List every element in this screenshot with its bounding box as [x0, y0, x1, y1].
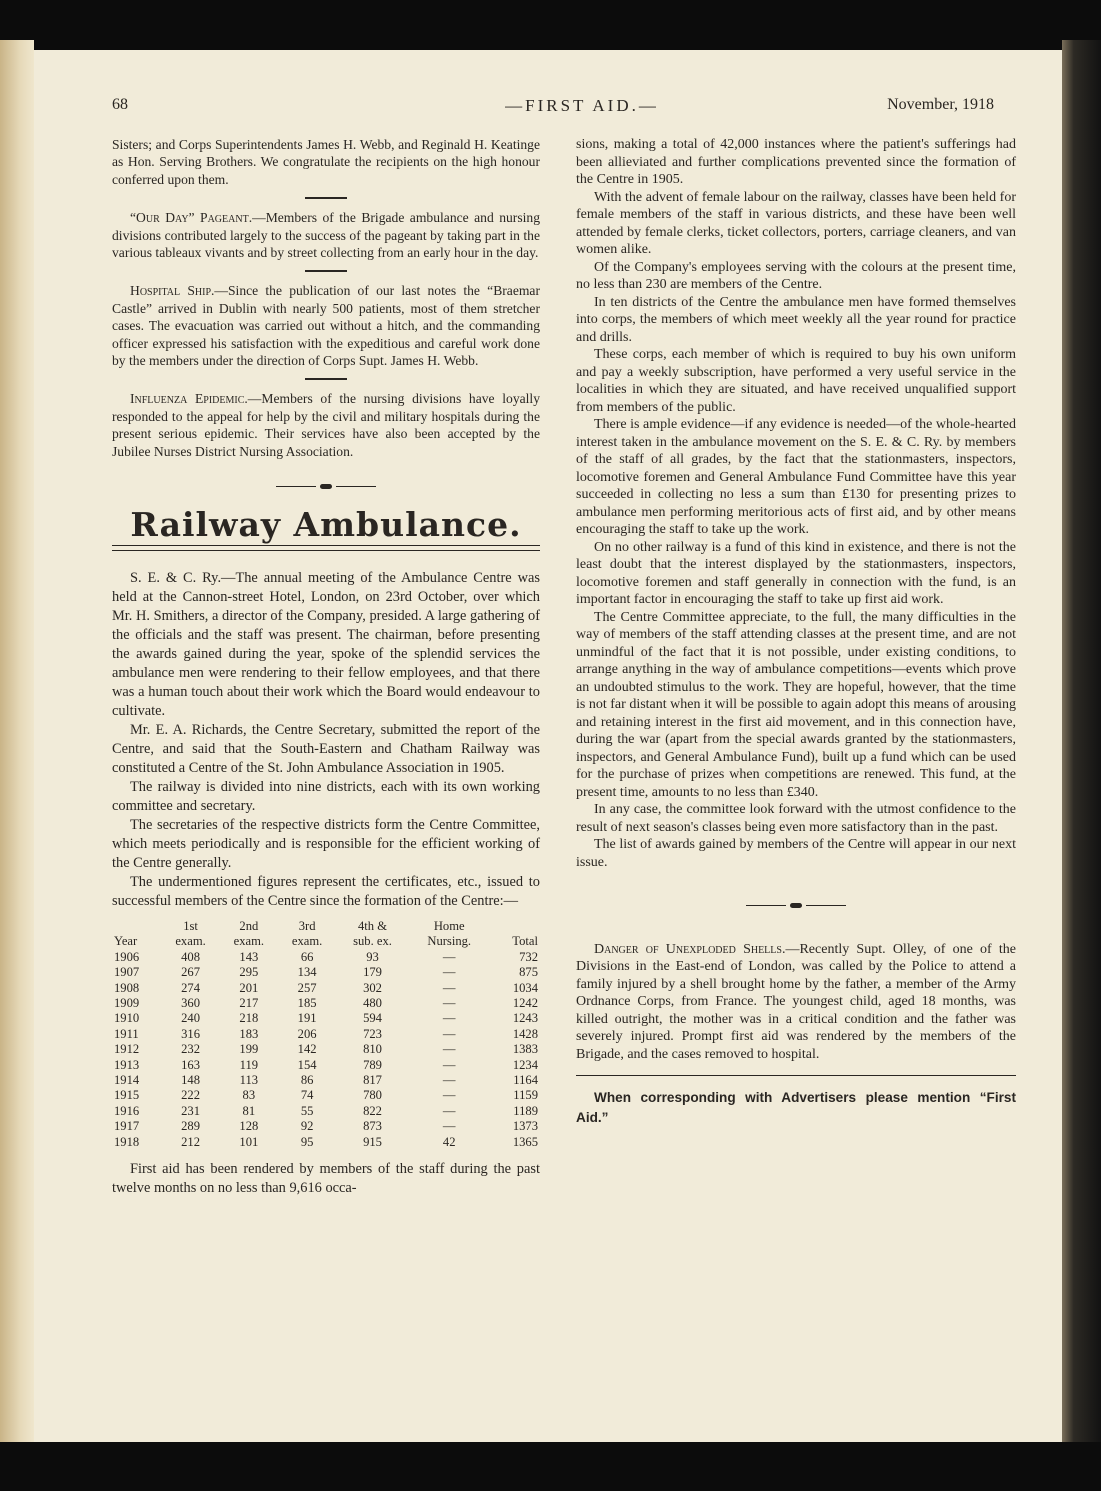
table-cell: 732	[519, 949, 538, 964]
table-cell: 232	[181, 1042, 200, 1057]
table-cell	[112, 919, 161, 934]
table-cell: 1913	[114, 1057, 140, 1072]
right-column	[576, 136, 1016, 1128]
table-cell: 1914	[114, 1072, 140, 1087]
book-spine	[1062, 40, 1101, 1450]
table-cell: 302	[363, 980, 382, 995]
table-cell: —	[442, 1026, 456, 1041]
article-paragraph: These corps, each member of which is required to buy his own uniform and pay a weekly subscription, have performed a very useful service in the localities in which they are situated, and have received unqualified support from members of the public.	[576, 347, 1016, 415]
separator-rule	[305, 270, 347, 272]
table-cell: 119	[239, 1057, 259, 1072]
article-paragraph: With the advent of female labour on the railway, classes have been held for female members of the staff in various districts, and these have been well attended by female clerks, ticket collectors, porters, carriage cleaners, and van women alike.	[576, 189, 1016, 257]
table-cell: 93	[366, 949, 379, 964]
table-cell: 95	[300, 1134, 314, 1149]
article-paragraph: Of the Company's employees serving with the colours at the present time, no less than 230 are members of the Centre.	[576, 259, 1016, 292]
article-paragraph: In ten districts of the Centre the ambulance men have formed themselves into corps, the members of which meet weekly all the year round for practice and drills.	[576, 294, 1016, 345]
table-cell: 55	[300, 1103, 314, 1118]
table-row	[112, 1042, 540, 1057]
table-cell: 206	[297, 1026, 317, 1041]
table-cell: 267	[181, 965, 200, 980]
table-cell: 1164	[513, 1072, 538, 1087]
table-cell: 1034	[512, 980, 538, 995]
table-cell: 1243	[512, 1011, 538, 1026]
table-cell: 1912	[114, 1042, 140, 1057]
article-paragraph: On no other railway is a fund of this kind in existence, and there is not the least doubt that the interest displayed by the stationmasters, inspectors, locomotive foremen and staff generally in connection with the fund, is an important factor in encouraging the staff to take up first aid work.	[576, 539, 1016, 607]
table-cell: 1915	[114, 1088, 140, 1103]
table-cell: 723	[363, 1026, 382, 1041]
page-number: 68	[112, 96, 128, 113]
table-cell: —	[442, 1088, 456, 1103]
footer-rule	[576, 1075, 1016, 1076]
table-cell: 780	[363, 1088, 382, 1103]
table-cell: —	[442, 980, 456, 995]
separator-rule	[305, 378, 347, 380]
table-cell: 183	[239, 1026, 259, 1041]
table-cell: —	[442, 965, 456, 980]
table-row	[112, 1119, 540, 1134]
certificates-table	[112, 919, 540, 1150]
table-cell: 42	[442, 1134, 456, 1149]
title-double-rule	[112, 545, 540, 551]
influenza-heading: Influenza Epidemic.	[130, 391, 248, 407]
table-cell: 1908	[114, 980, 140, 995]
table-row	[112, 1027, 540, 1042]
article-paragraph-text: —The annual meeting of the Ambulance Centre was held at the Cannon-street Hotel, London, on 23rd October, over which Mr. H. Smithers, a director of the Company, presided. A large gathering of the officials and the staff was present. The chairman, before presenting the awards gained during the year, spoke of the splendid services the ambulance men were rendering to their fellow employees, and that there was a human touch about their work which the Board would endeavour to cultivate.	[112, 569, 540, 719]
table-cell: 1159	[513, 1088, 538, 1103]
table-cell: 113	[239, 1072, 259, 1087]
table-cell: —	[442, 1072, 456, 1087]
article-paragraph: The undermentioned figures represent the certificates, etc., issued to successful members of the Centre since the formation of the Centre:—	[112, 873, 540, 909]
table-row	[112, 981, 540, 996]
running-header	[112, 96, 994, 120]
table-cell: 480	[363, 995, 382, 1010]
table-cell: —	[442, 1042, 456, 1057]
table-cell: 1373	[512, 1119, 538, 1134]
table-cell: 408	[181, 949, 200, 964]
table-cell: 143	[239, 949, 259, 964]
hospital-ship-text: —Since the publication of our last notes the “Braemar Castle” arrived in Dublin with nearly 500 patients, most of them stretcher cases. The evacuation was carried out without a hitch, and the commanding officer expressed his satisfaction with the expeditious and careful work done by the members under the direction of Corps Supt. James H. Webb.	[112, 283, 540, 369]
table-cell: exam.	[175, 934, 206, 949]
table-cell: 915	[363, 1134, 382, 1149]
table-cell: 74	[300, 1088, 314, 1103]
table-cell: 217	[239, 995, 259, 1010]
hospital-ship-paragraph	[112, 282, 540, 369]
table-cell: 873	[363, 1119, 382, 1134]
table-cell: 1909	[114, 995, 140, 1010]
table-cell: 3rd	[298, 918, 316, 933]
table-cell: exam.	[291, 934, 323, 949]
table-row	[112, 1058, 540, 1073]
table-cell: —	[442, 1057, 456, 1072]
scan-top-border	[0, 0, 1101, 52]
pageant-paragraph	[112, 209, 540, 261]
table-cell: 1428	[512, 1026, 538, 1041]
table-cell: 1911	[114, 1026, 139, 1041]
table-cell: 1383	[512, 1042, 538, 1057]
table-cell: 1242	[512, 995, 538, 1010]
left-column	[112, 136, 540, 1198]
table-cell	[490, 919, 540, 934]
table-cell: —	[442, 995, 456, 1010]
table-cell: 2nd	[239, 918, 259, 933]
journal-title: —FIRST AID.—	[505, 96, 659, 115]
table-row	[112, 965, 540, 980]
table-cell: 134	[297, 965, 317, 980]
shells-text: —Recently Supt. Olley, of one of the Divisions in the East-end of London, was called by the Police to attend a family injured by a shell brought home by the father, a member of the Army Ordnance Corps, from France. The youngest child, aged 18 months, was killed outright, the mother was in a critical condition and the father was severely injured. Prompt first aid was rendered by the members of the Brigade, and the cases removed to hospital.	[576, 941, 1016, 1062]
table-cell: 789	[363, 1057, 382, 1072]
advertisers-note: When corresponding with Advertisers please mention “First Aid.”	[576, 1090, 1016, 1125]
article-paragraph: sions, making a total of 42,000 instances where the patient's sufferings had been allieviated and further complications prevented since the formation of the Centre in 1905.	[576, 137, 1016, 187]
table-row	[112, 1011, 540, 1026]
table-cell: 289	[181, 1119, 200, 1134]
table-cell: 163	[181, 1057, 200, 1072]
article-paragraph: There is ample evidence—if any evidence is needed—of the whole-hearted interest taken in the ambulance movement on the S. E. & C. Ry. by members of the staff of all grades, by the fact that the stationmasters, inspectors, locomotive foremen and General Ambulance Fund Committee have this year succeeded in collecting no less a sum than £130 for presenting prizes to ambulance men performing meritorious acts of first aid, and by other means encouraging the staff to take up the work.	[576, 417, 1016, 537]
table-header-row	[112, 934, 540, 949]
separator-rule	[305, 197, 347, 199]
table-cell: 1907	[114, 965, 140, 980]
table-cell: 185	[297, 995, 317, 1010]
table-cell: 1918	[114, 1134, 140, 1149]
ornament-divider	[576, 897, 1016, 915]
table-cell: 1906	[114, 949, 140, 964]
table-cell: 148	[181, 1072, 200, 1087]
table-cell: —	[442, 1103, 456, 1118]
table-row	[112, 950, 540, 965]
table-cell: 822	[363, 1103, 382, 1118]
table-cell: 257	[297, 980, 317, 995]
table-cell: 212	[181, 1134, 200, 1149]
issue-date: November, 1918	[887, 96, 994, 113]
table-cell: 1189	[513, 1103, 538, 1118]
ornament-divider	[112, 478, 540, 495]
table-cell: 360	[181, 995, 200, 1010]
table-row	[112, 996, 540, 1011]
table-row	[112, 1073, 540, 1088]
table-cell: 86	[300, 1072, 314, 1087]
table-cell: sub. ex.	[353, 934, 392, 949]
table-cell: 594	[363, 1011, 382, 1026]
table-cell: Home	[433, 918, 465, 933]
section-title: Railway Ambulance.	[130, 504, 522, 544]
table-cell: 240	[181, 1011, 200, 1026]
table-cell: 810	[363, 1042, 382, 1057]
article-paragraph: First aid has been rendered by members of the staff during the past twelve months on no less than 9,616 occa-	[112, 1161, 540, 1196]
table-cell: —	[442, 1011, 456, 1026]
table-cell: 201	[239, 980, 259, 995]
table-cell: 1234	[512, 1057, 538, 1072]
article-paragraph: The list of awards gained by members of the Centre will appear in our next issue.	[576, 837, 1016, 870]
railway-heading: S. E. & C. Ry.	[130, 569, 222, 586]
table-cell: 1916	[114, 1103, 140, 1118]
table-cell: 222	[181, 1088, 200, 1103]
table-cell: 295	[239, 965, 259, 980]
table-cell: 1917	[114, 1119, 140, 1134]
influenza-text: —Members of the nursing divisions have loyally responded to the appeal for help by the civil and military hospitals during the present serious epidemic. Their services have also been accepted by the Jubilee Nurses District Nursing Association.	[112, 391, 540, 459]
table-cell: Total	[512, 934, 538, 949]
table-cell: exam.	[233, 934, 265, 949]
table-cell: 92	[300, 1119, 314, 1134]
table-cell: 191	[297, 1011, 317, 1026]
table-cell: Year	[114, 934, 138, 949]
table-cell: —	[442, 949, 456, 964]
article-paragraph: The railway is divided into nine districts, each with its own working committee and secretary.	[112, 778, 540, 814]
influenza-paragraph	[112, 390, 540, 460]
page-edge-left	[0, 40, 34, 1450]
table-row	[112, 1135, 540, 1150]
table-cell: Nursing.	[427, 934, 472, 949]
table-cell: 83	[242, 1088, 256, 1103]
table-cell: 274	[181, 980, 200, 995]
table-cell: 4th &	[358, 918, 388, 933]
table-cell: 81	[242, 1103, 256, 1118]
table-cell: 817	[363, 1072, 382, 1087]
article-paragraph	[112, 569, 540, 721]
article-paragraph: The secretaries of the respective districts form the Centre Committee, which meets periodically and is responsible for the efficient working of the Centre generally.	[112, 816, 540, 871]
scan-bottom-border	[0, 1442, 1101, 1491]
article-paragraph: In any case, the committee look forward with the utmost confidence to the result of next season's classes being even more satisfactory than in the past.	[576, 802, 1016, 835]
table-cell: 1910	[114, 1011, 140, 1026]
intro-paragraph: Sisters; and Corps Superintendents James H. Webb, and Reginald H. Keatinge as Hon. Serving Brothers. We congratulate the recipients on the high honour conferred upon them.	[112, 137, 540, 187]
table-cell: 218	[239, 1011, 259, 1026]
table-cell: 66	[300, 949, 314, 964]
shells-paragraph	[576, 941, 1016, 1064]
table-cell: 316	[181, 1026, 200, 1041]
shells-heading: Danger of Unexploded Shells.	[594, 941, 786, 957]
table-cell: 199	[239, 1042, 259, 1057]
table-cell: 154	[297, 1057, 317, 1072]
hospital-ship-heading: Hospital Ship.	[130, 283, 215, 299]
table-cell: 231	[181, 1103, 200, 1118]
table-row	[112, 1104, 540, 1119]
table-cell: 128	[239, 1119, 259, 1134]
table-cell: 179	[363, 965, 382, 980]
railway-article	[112, 569, 540, 911]
table-cell: 142	[297, 1042, 317, 1057]
article-paragraph: Mr. E. A. Richards, the Centre Secretary, submitted the report of the Centre, and said that the South-Eastern and Chatham Railway was constituted a Centre of the St. John Ambulance Association in 1905.	[112, 721, 540, 776]
table-cell: 1st	[183, 918, 198, 933]
pageant-text: —Members of the Brigade ambulance and nursing divisions contributed largely to the success of the pageant by taking part in the various tableaux vivants and by street collecting from an early hour in the day.	[112, 210, 540, 261]
table-header-row	[112, 919, 540, 934]
article-paragraph: The Centre Committee appreciate, to the full, the many difficulties in the way of members of the staff attending classes at the present time, and are not unmindful of the fact that it is not possible, under existing conditions, to arrange anything in the way of ambulance competitions—events which prove an undoubted stimulus to the work. They are hopeful, however, that the time is not far distant when it will be possible to again adopt this means of arousing and retaining interest in the first aid movement, and in this connection have, during the war (apart from the special awards granted by the stationmasters, inspectors, and General Ambulance Fund), built up a fund which can be used for the purchase of prizes when competitions are renewed. This fund, at the present time, amounts to no less than £340.	[576, 609, 1016, 800]
table-row	[112, 1088, 540, 1103]
table-cell: 1365	[512, 1134, 538, 1149]
table-cell: 875	[519, 965, 538, 980]
table-cell: 101	[239, 1134, 259, 1149]
table-cell: —	[442, 1119, 456, 1134]
pageant-heading: “Our Day” Pageant.	[130, 210, 253, 226]
